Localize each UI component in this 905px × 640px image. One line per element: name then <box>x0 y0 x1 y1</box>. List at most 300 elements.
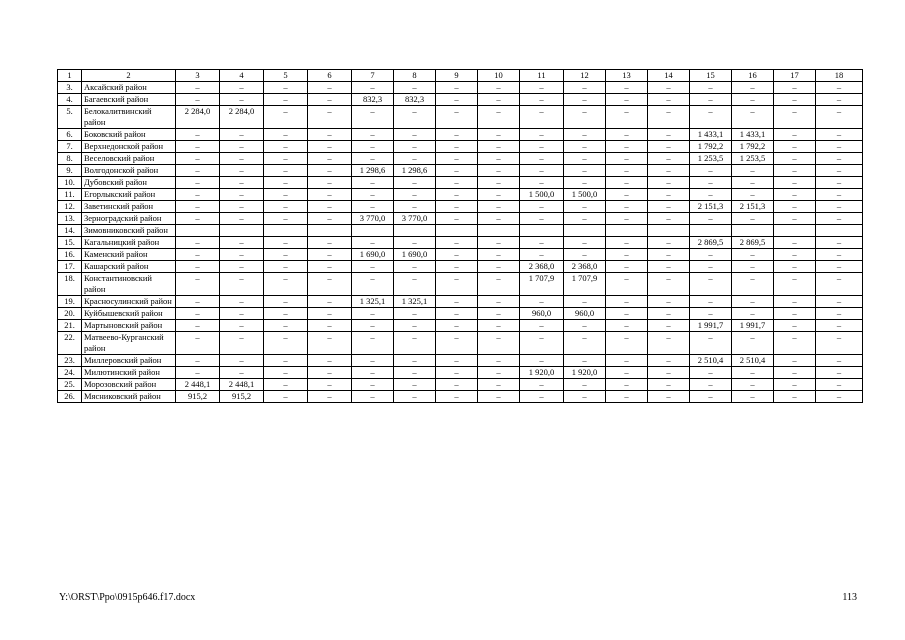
table-cell: – <box>394 153 436 165</box>
table-cell: – <box>478 308 520 320</box>
table-cell: – <box>394 141 436 153</box>
row-number: 13. <box>58 213 82 225</box>
table-cell: – <box>606 129 648 141</box>
table-cell: – <box>648 177 690 189</box>
table-cell: – <box>606 189 648 201</box>
table-cell: – <box>564 201 606 213</box>
table-cell: – <box>648 82 690 94</box>
table-cell: – <box>436 82 478 94</box>
table-cell: 2 448,1 <box>220 379 264 391</box>
table-cell: – <box>176 367 220 379</box>
table-cell: – <box>816 296 863 308</box>
table-cell: – <box>308 355 352 367</box>
table-cell: 1 298,6 <box>352 165 394 177</box>
table-cell: – <box>352 106 394 129</box>
table-cell: – <box>564 106 606 129</box>
table-cell: – <box>774 201 816 213</box>
table-cell: – <box>564 153 606 165</box>
table-cell: – <box>308 189 352 201</box>
table-cell: – <box>478 367 520 379</box>
table-cell: 1 991,7 <box>690 320 732 332</box>
table-cell: – <box>606 308 648 320</box>
table-cell: – <box>690 296 732 308</box>
table-cell: – <box>732 249 774 261</box>
table-cell: – <box>774 237 816 249</box>
column-number-header: 3 <box>176 70 220 82</box>
table-cell: – <box>220 237 264 249</box>
table-cell: – <box>220 129 264 141</box>
table-cell: – <box>436 129 478 141</box>
table-cell: – <box>436 201 478 213</box>
table-cell: – <box>774 106 816 129</box>
table-cell: – <box>816 320 863 332</box>
table-cell: – <box>176 165 220 177</box>
table-cell: – <box>690 189 732 201</box>
table-cell <box>352 225 394 237</box>
table-cell: – <box>564 177 606 189</box>
table-cell: – <box>220 189 264 201</box>
table-cell: – <box>774 141 816 153</box>
district-name: Кагальницкий район <box>82 237 176 249</box>
table-cell: – <box>648 153 690 165</box>
column-number-header: 15 <box>690 70 732 82</box>
table-cell: – <box>774 320 816 332</box>
table-cell: – <box>774 296 816 308</box>
table-header-row <box>58 70 863 82</box>
table-cell: 1 500,0 <box>564 189 606 201</box>
table-cell: – <box>606 261 648 273</box>
table-cell: 2 448,1 <box>176 379 220 391</box>
table-cell: – <box>436 296 478 308</box>
table-cell: – <box>176 177 220 189</box>
table-cell: – <box>264 106 308 129</box>
table-cell <box>220 225 264 237</box>
table-cell: – <box>220 249 264 261</box>
table-cell: – <box>774 249 816 261</box>
table-cell: – <box>564 249 606 261</box>
table-cell: – <box>648 237 690 249</box>
table-cell: – <box>478 355 520 367</box>
table-cell: – <box>264 129 308 141</box>
table-cell: – <box>520 106 564 129</box>
table-cell: – <box>436 273 478 296</box>
table-row <box>58 296 863 308</box>
table-cell: 832,3 <box>352 94 394 106</box>
table-row <box>58 177 863 189</box>
table-cell: – <box>478 237 520 249</box>
table-cell <box>264 225 308 237</box>
table-cell: – <box>520 129 564 141</box>
table-cell: – <box>732 82 774 94</box>
table-cell: – <box>264 391 308 403</box>
table-cell: – <box>478 213 520 225</box>
table-cell: 2 368,0 <box>564 261 606 273</box>
table-cell: – <box>264 237 308 249</box>
table-cell: – <box>690 249 732 261</box>
table-cell: – <box>732 296 774 308</box>
table-cell: – <box>220 320 264 332</box>
column-number-header: 10 <box>478 70 520 82</box>
table-cell: – <box>732 391 774 403</box>
table-cell: – <box>478 94 520 106</box>
table-cell: – <box>478 249 520 261</box>
table-cell: 832,3 <box>394 94 436 106</box>
row-number: 14. <box>58 225 82 237</box>
table-cell: – <box>606 213 648 225</box>
row-number: 7. <box>58 141 82 153</box>
table-cell: – <box>648 320 690 332</box>
table-cell: – <box>352 177 394 189</box>
table-cell: – <box>352 189 394 201</box>
table-cell: – <box>478 141 520 153</box>
table-cell: 1 707,9 <box>520 273 564 296</box>
table-cell: – <box>774 261 816 273</box>
table-cell: – <box>220 355 264 367</box>
table-cell: – <box>564 165 606 177</box>
column-number-header: 18 <box>816 70 863 82</box>
row-number: 12. <box>58 201 82 213</box>
table-cell: – <box>264 320 308 332</box>
row-number: 9. <box>58 165 82 177</box>
row-number: 21. <box>58 320 82 332</box>
table-cell: – <box>308 261 352 273</box>
district-name: Куйбышевский район <box>82 308 176 320</box>
district-name: Матвеево-Курганский район <box>82 332 176 355</box>
table-row <box>58 225 863 237</box>
table-row <box>58 249 863 261</box>
district-name: Заветинский район <box>82 201 176 213</box>
table-cell: – <box>394 106 436 129</box>
table-cell: – <box>220 273 264 296</box>
table-cell: – <box>648 141 690 153</box>
table-cell: – <box>220 367 264 379</box>
table-cell: 2 284,0 <box>176 106 220 129</box>
table-cell: – <box>436 391 478 403</box>
table-cell: – <box>308 165 352 177</box>
table-cell: 3 770,0 <box>394 213 436 225</box>
table-cell: – <box>606 94 648 106</box>
table-cell: – <box>606 165 648 177</box>
table-cell: – <box>220 332 264 355</box>
table-cell: – <box>220 177 264 189</box>
table-cell: – <box>520 296 564 308</box>
table-cell: – <box>264 177 308 189</box>
table-cell: – <box>648 367 690 379</box>
district-name: Боковский район <box>82 129 176 141</box>
table-cell: – <box>394 273 436 296</box>
table-cell: – <box>264 367 308 379</box>
table-cell: – <box>690 273 732 296</box>
table-cell: – <box>308 129 352 141</box>
table-cell: – <box>220 153 264 165</box>
table-cell: – <box>264 213 308 225</box>
table-cell: – <box>176 141 220 153</box>
table-cell: – <box>520 165 564 177</box>
column-number-header: 9 <box>436 70 478 82</box>
table-cell: – <box>690 165 732 177</box>
table-cell: – <box>220 165 264 177</box>
table-cell: 1 500,0 <box>520 189 564 201</box>
table-cell: – <box>436 94 478 106</box>
district-name: Мартыновский район <box>82 320 176 332</box>
table-cell: – <box>308 296 352 308</box>
table-cell: – <box>394 379 436 391</box>
table-cell: 1 707,9 <box>564 273 606 296</box>
table-cell: – <box>220 82 264 94</box>
table-cell: – <box>732 106 774 129</box>
table-cell: – <box>220 94 264 106</box>
table-cell: – <box>520 94 564 106</box>
table-cell: – <box>308 94 352 106</box>
table-cell: – <box>352 141 394 153</box>
table-row <box>58 189 863 201</box>
table-cell: – <box>352 379 394 391</box>
table-row <box>58 129 863 141</box>
table-cell: – <box>478 153 520 165</box>
table-cell: – <box>520 320 564 332</box>
row-number: 11. <box>58 189 82 201</box>
table-cell: – <box>394 237 436 249</box>
table-cell: – <box>690 308 732 320</box>
table-cell: – <box>308 82 352 94</box>
table-cell: 1 690,0 <box>394 249 436 261</box>
table-cell: – <box>648 391 690 403</box>
table-cell: – <box>774 332 816 355</box>
table-cell: – <box>220 308 264 320</box>
table-cell: – <box>648 261 690 273</box>
table-cell: 1 920,0 <box>564 367 606 379</box>
table-cell: – <box>816 106 863 129</box>
table-cell: – <box>520 82 564 94</box>
table-cell: – <box>774 379 816 391</box>
table-cell: – <box>308 153 352 165</box>
table-row <box>58 261 863 273</box>
table-cell: – <box>520 379 564 391</box>
table-cell: 1 253,5 <box>732 153 774 165</box>
row-number: 23. <box>58 355 82 367</box>
row-number: 19. <box>58 296 82 308</box>
table-cell: – <box>732 379 774 391</box>
table-cell: – <box>220 213 264 225</box>
district-name: Миллеровский район <box>82 355 176 367</box>
table-cell <box>176 225 220 237</box>
table-cell: – <box>816 308 863 320</box>
table-row <box>58 237 863 249</box>
table-cell: – <box>264 201 308 213</box>
table-cell: – <box>520 249 564 261</box>
table-row <box>58 273 863 296</box>
table-cell: – <box>394 129 436 141</box>
table-cell: – <box>308 106 352 129</box>
table-cell: – <box>394 391 436 403</box>
table-cell: – <box>176 94 220 106</box>
table-cell: – <box>394 189 436 201</box>
table-cell: – <box>648 355 690 367</box>
table-cell: – <box>264 308 308 320</box>
table-cell: – <box>436 153 478 165</box>
table-cell: – <box>606 201 648 213</box>
table-cell: 2 151,3 <box>732 201 774 213</box>
row-number: 6. <box>58 129 82 141</box>
district-name: Волгодонской район <box>82 165 176 177</box>
table-cell: – <box>220 296 264 308</box>
table-cell: – <box>648 129 690 141</box>
table-cell: – <box>606 237 648 249</box>
table-cell: – <box>606 106 648 129</box>
table-cell: – <box>264 249 308 261</box>
table-cell: – <box>176 249 220 261</box>
table-cell: – <box>394 82 436 94</box>
table-cell: – <box>394 261 436 273</box>
table-cell: – <box>176 332 220 355</box>
table-cell: – <box>648 296 690 308</box>
table-cell: 2 510,4 <box>732 355 774 367</box>
table-cell: – <box>308 141 352 153</box>
table-cell <box>478 225 520 237</box>
table-cell: – <box>690 261 732 273</box>
table-cell: – <box>648 308 690 320</box>
table-cell: – <box>308 391 352 403</box>
district-name: Морозовский район <box>82 379 176 391</box>
column-number-header: 8 <box>394 70 436 82</box>
table-cell: – <box>606 296 648 308</box>
table-cell: – <box>732 189 774 201</box>
table-cell: 1 690,0 <box>352 249 394 261</box>
table-cell: – <box>774 129 816 141</box>
table-cell: – <box>564 332 606 355</box>
table-cell: 1 325,1 <box>394 296 436 308</box>
table-cell: 915,2 <box>176 391 220 403</box>
table-cell: – <box>816 201 863 213</box>
table-cell: – <box>478 82 520 94</box>
table-row <box>58 82 863 94</box>
table-cell: – <box>816 213 863 225</box>
table-cell: – <box>774 355 816 367</box>
table-cell: – <box>606 177 648 189</box>
table-cell: – <box>606 391 648 403</box>
table-cell: – <box>220 141 264 153</box>
district-name: Егорлыкский район <box>82 189 176 201</box>
table-cell: – <box>564 213 606 225</box>
table-cell: – <box>264 332 308 355</box>
table-row <box>58 201 863 213</box>
table-cell: – <box>774 177 816 189</box>
table-cell: – <box>564 320 606 332</box>
table-cell: – <box>774 391 816 403</box>
district-name: Зимовниковский район <box>82 225 176 237</box>
table-cell: – <box>352 332 394 355</box>
table-cell: – <box>774 153 816 165</box>
table-row <box>58 367 863 379</box>
table-cell: – <box>606 141 648 153</box>
table-cell: – <box>394 320 436 332</box>
table-cell: – <box>308 201 352 213</box>
table-cell: – <box>520 141 564 153</box>
data-table <box>57 69 863 403</box>
table-cell: – <box>436 141 478 153</box>
table-cell <box>816 225 863 237</box>
table-cell: – <box>308 237 352 249</box>
table-row <box>58 355 863 367</box>
table-cell: – <box>176 82 220 94</box>
table-cell: – <box>732 261 774 273</box>
row-number: 18. <box>58 273 82 296</box>
table-cell: – <box>690 82 732 94</box>
table-cell: 1 792,2 <box>732 141 774 153</box>
table-cell: – <box>648 189 690 201</box>
table-cell: – <box>264 355 308 367</box>
table-cell: – <box>564 129 606 141</box>
table-cell <box>394 225 436 237</box>
table-cell: – <box>732 177 774 189</box>
table-cell: – <box>436 308 478 320</box>
table-cell: – <box>176 320 220 332</box>
table-row <box>58 141 863 153</box>
table-cell: – <box>816 177 863 189</box>
table-row <box>58 320 863 332</box>
table-cell: – <box>816 379 863 391</box>
table-cell: – <box>264 82 308 94</box>
table-cell <box>564 225 606 237</box>
table-row <box>58 213 863 225</box>
row-number: 3. <box>58 82 82 94</box>
column-number-header: 12 <box>564 70 606 82</box>
table-cell: 1 433,1 <box>732 129 774 141</box>
table-cell: – <box>606 249 648 261</box>
table-cell: – <box>648 165 690 177</box>
footer-file-path: Y:\ORST\Ppo\0915p646.f17.docx <box>59 592 196 603</box>
table-cell: – <box>478 106 520 129</box>
table-row <box>58 391 863 403</box>
table-cell: – <box>308 332 352 355</box>
table-cell: – <box>564 94 606 106</box>
table-cell: – <box>816 129 863 141</box>
table-cell: 2 510,4 <box>690 355 732 367</box>
table-cell: – <box>352 82 394 94</box>
table-row <box>58 165 863 177</box>
row-number: 4. <box>58 94 82 106</box>
table-cell: – <box>690 213 732 225</box>
district-name: Кашарский район <box>82 261 176 273</box>
table-cell: – <box>308 273 352 296</box>
table-row <box>58 308 863 320</box>
table-cell: – <box>352 367 394 379</box>
table-cell: 1 253,5 <box>690 153 732 165</box>
table-cell: – <box>520 237 564 249</box>
district-name: Верхнедонской район <box>82 141 176 153</box>
table-cell: – <box>690 391 732 403</box>
table-cell: – <box>478 189 520 201</box>
table-cell: – <box>478 261 520 273</box>
district-name: Мясниковский район <box>82 391 176 403</box>
table-cell: – <box>436 261 478 273</box>
table-cell <box>648 225 690 237</box>
table-cell: 2 368,0 <box>520 261 564 273</box>
table-cell: – <box>352 237 394 249</box>
table-cell: – <box>436 106 478 129</box>
table-cell: – <box>176 201 220 213</box>
table-cell: – <box>436 379 478 391</box>
table-cell: – <box>308 367 352 379</box>
table-cell: – <box>606 355 648 367</box>
table-cell: – <box>774 94 816 106</box>
district-name: Зерноградский район <box>82 213 176 225</box>
table-cell: – <box>732 308 774 320</box>
table-cell: – <box>220 201 264 213</box>
table-cell: – <box>478 332 520 355</box>
table-cell: – <box>352 201 394 213</box>
table-cell: – <box>436 332 478 355</box>
